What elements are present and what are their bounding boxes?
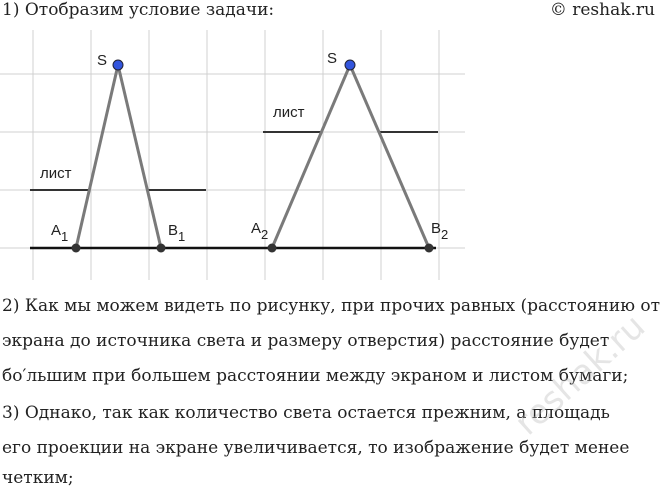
left-source-point: [113, 60, 123, 70]
paragraph-line-4: бо′льшим при большем расстоянии между экраном и листом бумаги;: [2, 366, 629, 386]
right-ray-a: [272, 65, 350, 248]
left-b-label: B1: [168, 222, 186, 244]
right-setup: [251, 50, 448, 253]
left-a-label: A1: [51, 222, 69, 244]
right-point-a: [268, 244, 277, 253]
watermark: reshak.ru: [507, 306, 654, 444]
step-1-text: 1) Отобразим условие задачи:: [2, 0, 275, 20]
left-source-label: S: [97, 52, 108, 69]
paragraph-line-3: экрана до источника света и размеру отверстия) расстояние будет: [2, 331, 610, 351]
paragraph-line-6: его проекции на экране увеличивается, то изображение будет менее: [2, 438, 630, 458]
left-point-a: [72, 244, 81, 253]
copyright-text: © reshak.ru: [549, 0, 655, 20]
right-point-b: [425, 244, 434, 253]
right-ray-b: [350, 65, 429, 248]
left-ray-a: [76, 65, 118, 248]
grid: [0, 30, 465, 280]
right-source-point: [345, 60, 355, 70]
pinhole-diagram: [0, 22, 470, 284]
right-a-label: A2: [251, 220, 269, 242]
left-setup: [30, 52, 206, 253]
right-sheet-label: лист: [273, 104, 305, 121]
right-b-label: B2: [431, 220, 449, 242]
left-sheet-label: лист: [40, 165, 72, 182]
paragraph-line-5: 3) Однако, так как количество света остается прежним, а площадь: [2, 403, 610, 423]
paragraph-line-7: четким;: [2, 468, 74, 488]
right-source-label: S: [327, 50, 338, 67]
left-ray-b: [118, 65, 161, 248]
left-point-b: [157, 244, 166, 253]
paragraph-line-2: 2) Как мы можем видеть по рисунку, при прочих равных (расстоянию от: [2, 296, 661, 316]
